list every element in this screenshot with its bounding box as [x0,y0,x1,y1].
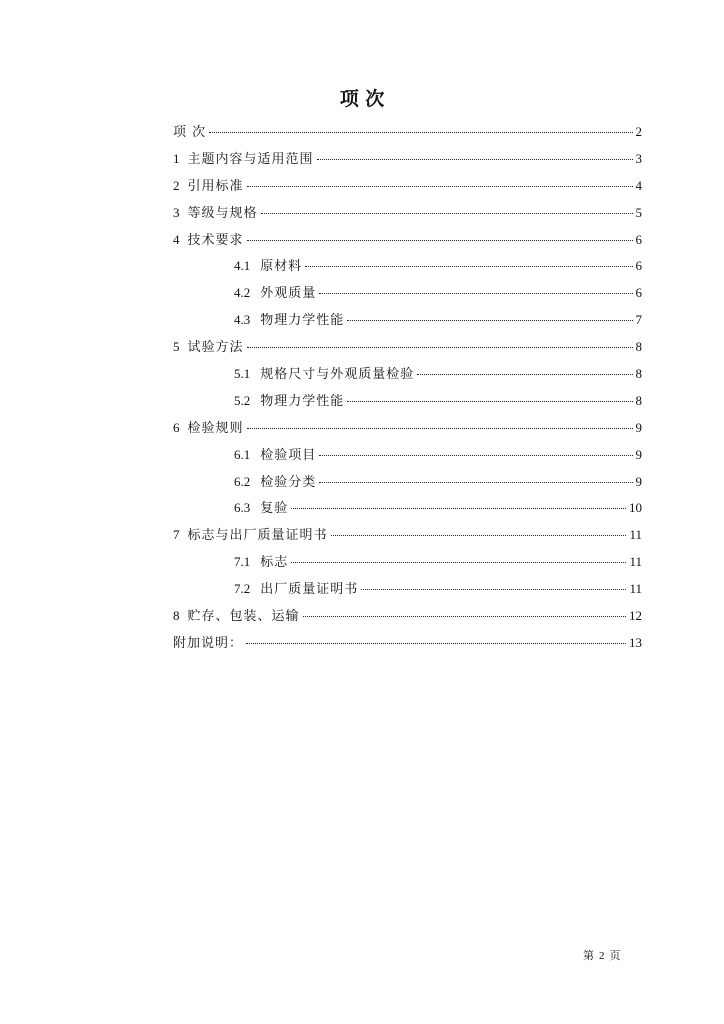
toc-entry-page: 8 [635,392,642,408]
toc-entry-label: 引用标准 [187,178,244,194]
toc-dot-leader [291,562,626,563]
toc-entry[interactable] [173,336,642,363]
toc-entry-number: 4.3 [234,312,251,328]
toc-dot-leader [305,266,632,267]
toc-entry[interactable] [173,175,642,202]
toc-entry-number: 6.1 [234,446,251,462]
toc-dot-leader [317,159,633,160]
footer-suffix: 页 [609,949,621,962]
toc-entry[interactable] [173,417,642,444]
toc-entry-label: 物理力学性能 [260,393,345,409]
toc-entry-number: 7 [173,527,180,543]
toc-entry-page: 9 [635,446,642,462]
toc-dot-leader [361,589,626,590]
toc-entry-page: 4 [635,177,642,193]
toc-dot-leader [247,347,633,348]
toc-entry-label: 等级与规格 [187,205,258,221]
toc-entry-number: 6 [173,419,180,435]
toc-entry-page: 9 [635,419,642,435]
toc-entry-number: 5 [173,339,180,355]
toc-entry[interactable] [173,121,642,148]
toc-entry-number: 7.2 [234,581,251,597]
toc-entry-number: 4.2 [234,285,251,301]
toc-entry-number: 1 [173,150,180,166]
toc-dot-leader [347,320,632,321]
toc-dot-leader [347,401,632,402]
toc-entry[interactable] [173,578,642,605]
toc-entry-page: 7 [635,312,642,328]
toc-entry[interactable] [173,390,642,417]
toc-entry-label: 规格尺寸与外观质量检验 [260,367,415,383]
toc-entry-page: 6 [635,285,642,301]
toc-entry-label: 出厂质量证明书 [260,582,359,598]
toc-entry-label: 检验项目 [260,447,317,463]
toc-entry-label: 物理力学性能 [260,313,345,329]
page-title: 项 次 [339,88,385,110]
toc-entry[interactable] [173,282,642,309]
toc-entry-label: 附加说明： [173,635,244,651]
toc-dot-leader [261,213,633,214]
toc-entry[interactable] [173,202,642,229]
toc-dot-leader [319,293,632,294]
toc-entry-label: 标志与出厂质量证明书 [187,528,328,544]
toc-entry-page: 13 [629,634,642,650]
toc-dot-leader [247,186,633,187]
toc-entry-number: 4.1 [234,258,251,274]
toc-entry-page: 8 [635,339,642,355]
toc-dot-leader [319,455,632,456]
toc-entry-label: 复验 [260,501,289,517]
toc-dot-leader [319,482,632,483]
toc-entry-page: 6 [635,258,642,274]
footer-page-number: 2 [599,950,605,962]
toc-entry-page: 3 [635,150,642,166]
toc-entry[interactable] [173,444,642,471]
toc-entry-label: 贮存、包装、运输 [187,609,300,625]
toc-dot-leader [331,535,627,536]
toc-entry-page: 12 [629,608,642,624]
toc-entry[interactable] [173,309,642,336]
toc-entry-label: 项 次 [173,125,207,140]
toc-entry[interactable] [173,632,642,659]
toc-entry-label: 标志 [260,555,289,571]
toc-entry[interactable] [173,148,642,175]
toc-entry-label: 检验分类 [260,474,317,490]
table-of-contents [173,121,642,659]
toc-entry-number: 7.1 [234,554,251,570]
toc-entry-page: 6 [635,231,642,247]
toc-dot-leader [247,240,633,241]
toc-entry-page: 11 [629,527,642,543]
toc-entry[interactable] [173,497,642,524]
toc-entry-label: 主题内容与适用范围 [187,151,314,167]
toc-entry-page: 11 [629,581,642,597]
toc-entry-page: 11 [629,554,642,570]
toc-dot-leader [246,643,626,644]
toc-entry[interactable] [173,524,642,551]
toc-dot-leader [417,374,632,375]
toc-entry-page: 5 [635,204,642,220]
toc-dot-leader [209,132,632,133]
toc-entry-number: 6.2 [234,473,251,489]
toc-entry-number: 4 [173,231,180,247]
toc-entry-label: 试验方法 [187,340,244,356]
toc-entry-page: 10 [629,500,642,516]
footer-prefix: 第 [583,949,594,962]
toc-entry-number: 3 [173,204,180,220]
toc-entry[interactable] [173,605,642,632]
toc-entry-label: 技术要求 [187,232,244,248]
toc-entry[interactable] [173,471,642,498]
toc-entry-page: 9 [635,473,642,489]
toc-dot-leader [291,508,626,509]
toc-entry-number: 6.3 [234,500,251,516]
toc-entry-number: 8 [173,608,180,624]
toc-entry-page: 8 [635,366,642,382]
toc-entry[interactable] [173,229,642,256]
toc-entry-label: 原材料 [260,259,303,275]
toc-entry-number: 5.2 [234,392,251,408]
page-footer [583,947,621,963]
toc-entry-label: 外观质量 [260,286,317,302]
toc-entry-label: 检验规则 [187,420,244,436]
toc-entry-number: 5.1 [234,366,251,382]
toc-dot-leader [247,428,633,429]
toc-entry-page: 2 [635,124,642,139]
toc-entry[interactable] [173,255,642,282]
toc-dot-leader [303,616,626,617]
toc-entry-number: 2 [173,177,180,193]
toc-entry[interactable] [173,551,642,578]
toc-entry[interactable] [173,363,642,390]
